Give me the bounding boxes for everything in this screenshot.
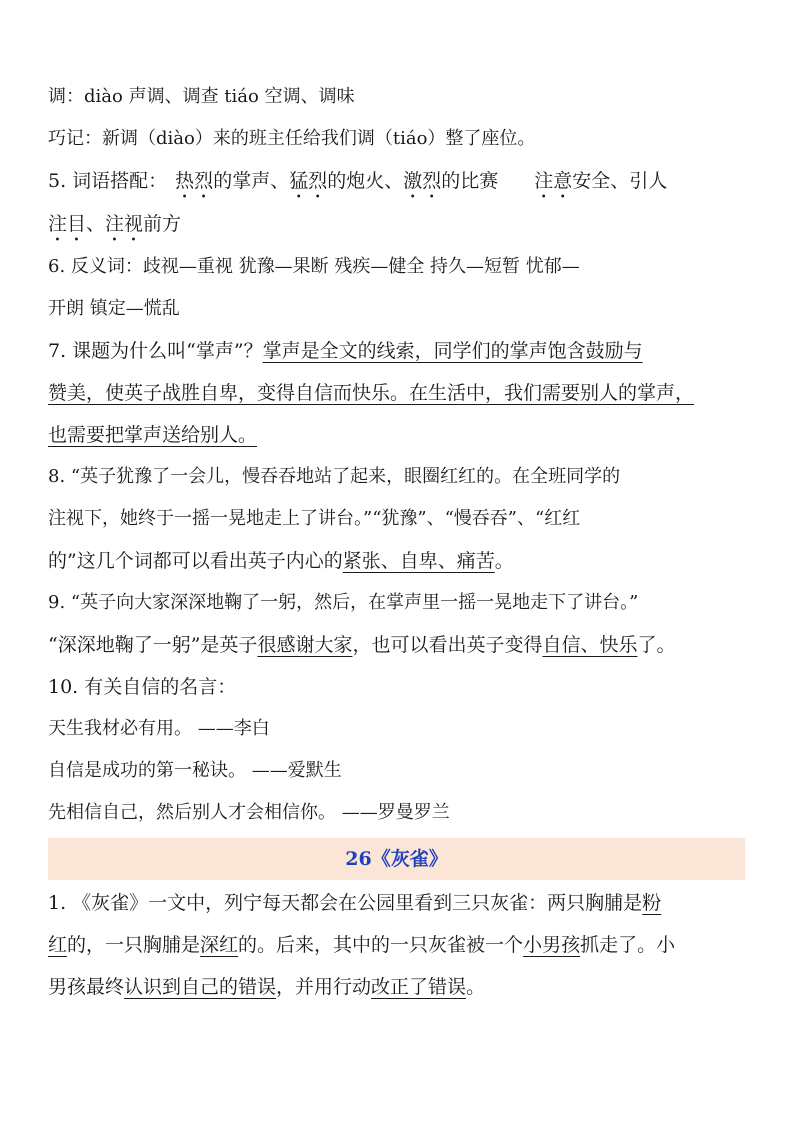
item-8-answer: 紧张、自卑、痛苦: [342, 550, 495, 572]
item-10-label: 10. 有关自信的名言：: [48, 676, 237, 698]
item-9-text: “深深地鞠了一躬”是英子: [48, 634, 258, 656]
polyphone-line: [48, 76, 748, 118]
item-5-line-2: [48, 203, 748, 246]
answer-fenhong-2: 红: [48, 934, 68, 956]
item-9-answer-2: 自信、快乐: [542, 634, 638, 656]
lesson-26-text: 的。后来，其中的一只灰雀被一个: [238, 934, 524, 956]
section-header-26: [48, 838, 745, 880]
word-menglie: 猛烈: [289, 170, 328, 192]
antonyms-text: 6. 反义词：歧视—重视 犹豫—果断 残疾—健全 持久—短暂 忧郁—: [48, 256, 580, 277]
item-8-line-2: [48, 498, 748, 540]
mnemonic-line: [48, 118, 748, 160]
item-8-text: 的”这几个词都可以看出英子内心的: [48, 550, 343, 572]
polyphone-text: 调：diào 声调、调查 tiáo 空调、调味: [48, 86, 355, 107]
document-page: [48, 76, 748, 1008]
item-7-question: 7. 课题为什么叫“掌声”？: [48, 340, 263, 362]
answer-xiaonanhai: 小男孩: [523, 934, 581, 956]
word-zhuyi: 注意: [534, 170, 573, 192]
quote-1: [48, 708, 748, 750]
section-title: 26《灰雀》: [345, 848, 448, 870]
quote-3: [48, 792, 748, 834]
collocation-text: 安全、引人: [572, 170, 668, 192]
antonyms-text-cont: 开朗 镇定—慌乱: [48, 298, 180, 319]
item-9-line-2: [48, 624, 748, 666]
punctuation: 。: [466, 976, 486, 998]
answer-renshi-cuowu: 认识到自己的错误: [124, 976, 277, 998]
item-7-answer-end: 也需要把掌声送给别人。: [48, 424, 258, 446]
quote-libai: 天生我材必有用。 ——李白: [48, 718, 270, 739]
item-7-answer: 掌声是全文的线索，同学们的掌声饱含鼓励与: [262, 340, 643, 362]
item-5-label: 5. 词语搭配：: [48, 170, 168, 192]
word-relie: 热烈: [175, 170, 214, 192]
word-jilie: 激烈: [403, 170, 442, 192]
mnemonic-text: 巧记：新调（diào）来的班主任给我们调（tiáo）整了座位。: [48, 128, 536, 149]
item-8-line-3: [48, 540, 748, 582]
item-9-quote: 9. “英子向大家深深地鞠了一躬，然后，在掌声里一摇一晃地走下了讲台。”: [48, 592, 639, 613]
item-7-line-3: [48, 414, 748, 456]
item-9-line-1: [48, 582, 748, 624]
item-9-text-mid: ，也可以看出英子变得: [352, 634, 543, 656]
quote-rolland: 先相信自己，然后别人才会相信你。 ——罗曼罗兰: [48, 802, 450, 823]
lesson-26-text: ，并用行动: [276, 976, 372, 998]
word-zhumu: 注目: [48, 213, 87, 235]
item-7-line-1: [48, 330, 748, 372]
quote-2: [48, 750, 748, 792]
item-10-heading: [48, 666, 748, 708]
lesson-26-line-3: [48, 966, 748, 1008]
quote-emerson: 自信是成功的第一秘诀。 ——爱默生: [48, 760, 342, 781]
item-8-quote: 8. “英子犹豫了一会儿，慢吞吞地站了起来，眼圈红红的。在全班同学的: [48, 466, 621, 487]
lesson-26-line-1: [48, 882, 748, 924]
collocation-text: 前方: [143, 213, 182, 235]
collocation-text: 的掌声、: [213, 170, 290, 192]
answer-shenhong: 深红: [200, 934, 239, 956]
item-8-quote-cont: 注视下，她终于一摇一晃地走上了讲台。”“犹豫”、“慢吞吞”、“红红: [48, 508, 581, 529]
punctuation: 。: [494, 550, 514, 572]
item-8-line-1: [48, 456, 748, 498]
lesson-26-text: 男孩最终: [48, 976, 125, 998]
item-7-answer-cont: 赞美，使英子战胜自卑，变得自信而快乐。在生活中，我们需要别人的掌声，: [48, 382, 695, 404]
collocation-text: 的比赛: [441, 170, 499, 192]
item-9-text-end: 了。: [637, 634, 676, 656]
lesson-26-text: 的，一只胸脯是: [67, 934, 201, 956]
collocation-text: 的炮火、: [327, 170, 404, 192]
word-zhushi: 注视: [105, 213, 144, 235]
collocation-text: 、: [86, 213, 106, 235]
item-6-line-1: [48, 246, 748, 288]
item-6-line-2: [48, 288, 748, 330]
item-9-answer-1: 很感谢大家: [257, 634, 353, 656]
lesson-26-text: 抓走了。小: [580, 934, 676, 956]
lesson-26-line-2: [48, 924, 748, 966]
answer-fenhong-1: 粉: [642, 892, 662, 914]
lesson-26-text: 1. 《灰雀》一文中，列宁每天都会在公园里看到三只灰雀：两只胸脯是: [48, 892, 643, 914]
item-5-line-1: [48, 160, 748, 203]
item-7-line-2: [48, 372, 748, 414]
answer-gaizheng-cuowu: 改正了错误: [371, 976, 467, 998]
